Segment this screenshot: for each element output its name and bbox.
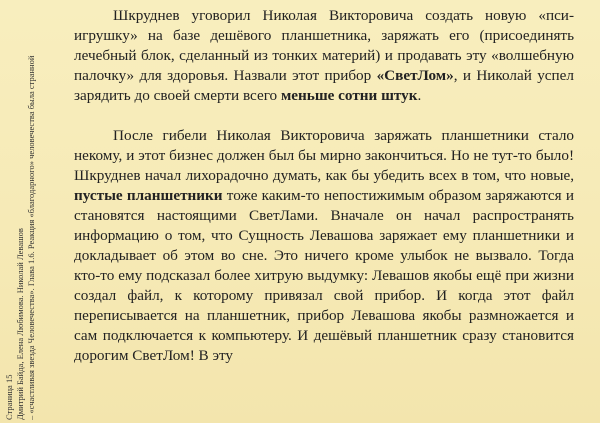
chapter-title-line: – «счастливая звезда Человечества». Глава 1.6. Реакция «благодарного» человечества была странной [26,55,36,420]
paragraph-1-text-3: . [417,87,422,104]
empty-tablets-bold: пустые планшетники [74,187,223,204]
paragraph-1 [74,6,574,106]
paragraph-2-text-2: тоже каким-то непостижимым образом заряжаются и становятся настоящими СветЛами. Вначале он начал распространять информацию о том, что Сущность Левашова заряжает ему планшетники и докладывает об этом во сне. Это ничего кроме улыбок не вызвало. Тогда кто-то ему подсказал более хитрую выдумку: Левашов якобы ещё при жизни создал файл, к которому привязал свой прибор. И когда этот файл переписывается на планшетник, прибор Левашова якобы размножается и сам подключается к компьютеру. И дешёвый планшетник сразу становится дорогим СветЛом! В эту [74,187,574,364]
device-name-bold: «СветЛом» [376,67,454,84]
margin-header [2,32,42,420]
paragraph-1-text-1: Шкруднев уговорил Николая Викторовича создать новую «пси-игрушку» на базе дешёвого планшетника, заряжать его (присоединять лечебный блок, сделанный из тонких материй) и продавать эту «волшебную палочку» для здоровья. Назвали этот прибор [74,7,574,84]
quantity-bold: меньше сотни штук [280,87,418,104]
paragraph-2 [74,126,574,366]
book-title-line: Дмитрий Байда, Елена Любимова. Николай Левашов [15,228,25,420]
paragraph-1-text-2: , и Николай успел зарядить до своей смерти всего [74,67,574,104]
paragraph-2-text-1: После гибели Николая Викторовича заряжать планшетники стало некому, и этот бизнес должен был бы мирно закончиться. Но не тут-то было! Шкруднев начал лихорадочно думать, как бы убедить всех в том, что новые, [74,127,574,184]
body-text [74,6,574,366]
page-number: Страница 15 [4,374,14,420]
